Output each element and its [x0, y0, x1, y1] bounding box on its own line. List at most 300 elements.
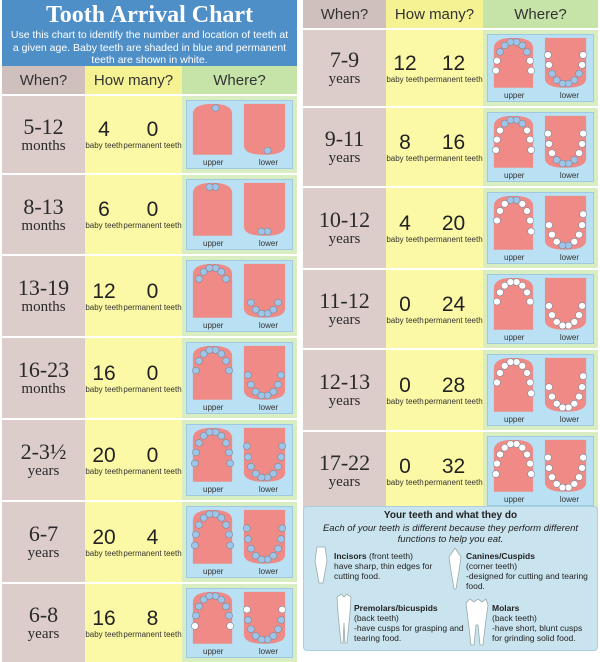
baby-count: [85, 363, 122, 394]
count-cell: [386, 432, 483, 510]
page-title: Tooth Arrival Chart: [45, 2, 254, 28]
table-row: [2, 418, 297, 500]
molar-icon: [464, 597, 490, 647]
age-range: 8-13: [23, 193, 64, 219]
baby-count: [85, 119, 122, 150]
header-where: Where?: [483, 0, 598, 28]
upper-jaw-label: upper: [203, 567, 224, 576]
lower-tooth-mark: [545, 384, 552, 391]
upper-tooth-mark: [527, 57, 534, 64]
upper-tooth-mark: [527, 217, 534, 224]
canine-icon: [446, 547, 464, 591]
lower-tooth-mark: [553, 157, 560, 164]
upper-tooth-mark: [527, 136, 534, 143]
table-row: [303, 186, 598, 268]
upper-tooth-mark: [218, 350, 225, 357]
count-cell: [85, 338, 182, 418]
upper-jaw-label: upper: [504, 415, 525, 424]
mouth-diagram: [487, 436, 594, 506]
upper-tooth-mark: [195, 276, 202, 283]
upper-tooth-mark: [191, 460, 198, 467]
count-cell: [85, 175, 182, 254]
age-cell: [2, 256, 85, 336]
lower-jaw-label: lower: [258, 321, 278, 330]
upper-jaw-label: upper: [504, 495, 525, 504]
lower-tooth-mark: [579, 303, 586, 310]
age-unit: months: [21, 381, 66, 397]
lower-jaw-label: lower: [258, 567, 278, 576]
age-cell: [2, 584, 85, 662]
lower-tooth-mark: [576, 393, 583, 400]
upper-tooth-mark: [528, 471, 535, 478]
lower-tooth-mark: [243, 443, 250, 450]
upper-tooth-mark: [524, 208, 531, 215]
table-row: [303, 348, 598, 430]
table-row: [2, 94, 297, 173]
where-cell: [483, 270, 598, 348]
permanent-count-number: 0: [146, 118, 159, 141]
where-cell: [182, 420, 297, 500]
mouth-diagram: [186, 424, 293, 496]
lower-tooth-mark: [544, 454, 551, 461]
upper-jaw-label: upper: [504, 253, 525, 262]
header-how-many: How many?: [85, 66, 182, 94]
canines-entry: [466, 551, 592, 591]
baby-count-number: 20: [92, 525, 116, 549]
upper-tooth-mark: [226, 449, 233, 456]
baby-count-number: 6: [98, 198, 110, 221]
age-cell: [303, 188, 386, 268]
permanent-count-number: 12: [441, 51, 466, 75]
lower-tooth-mark: [279, 606, 286, 613]
header-when: When?: [2, 66, 85, 94]
upper-tooth-mark: [501, 444, 508, 451]
permanent-count-number: 4: [146, 525, 159, 549]
lower-tooth-mark: [580, 130, 587, 137]
count-cell: [85, 420, 182, 500]
baby-count: [386, 53, 423, 84]
upper-tooth-mark: [212, 105, 219, 112]
permanent-count-unit: permanent teeth: [123, 302, 182, 312]
lower-tooth-mark: [252, 552, 259, 559]
incisors-name: Incisors: [334, 551, 367, 561]
lower-tooth-mark: [275, 381, 282, 388]
lower-tooth-mark: [571, 400, 578, 407]
age-unit: months: [21, 137, 66, 154]
count-cell: [85, 256, 182, 336]
lower-tooth-mark: [264, 147, 271, 154]
lower-tooth-mark: [278, 454, 285, 461]
permanent-count-unit: permanent teeth: [123, 466, 182, 476]
baby-count-number: 0: [399, 292, 411, 316]
upper-tooth-mark: [493, 57, 500, 64]
premolars-desc: -have cusps for grasping and tearing food.: [354, 623, 464, 643]
upper-tooth-mark: [226, 612, 233, 619]
table-row: [2, 500, 297, 582]
permanent-count-number: 32: [441, 454, 466, 478]
age-range: 6-7: [28, 521, 59, 546]
lower-tooth-mark: [548, 393, 555, 400]
upper-jaw-label: upper: [504, 171, 525, 180]
lower-jaw-label: lower: [258, 403, 278, 412]
baby-count-unit: baby teeth: [85, 384, 123, 394]
age-range: 7-9: [329, 47, 360, 72]
baby-count-unit: baby teeth: [85, 141, 123, 150]
baby-count-number: 4: [399, 211, 411, 235]
upper-tooth-mark: [195, 440, 202, 447]
lower-tooth-mark: [243, 525, 250, 532]
molars-desc: -have short, blunt cusps for grinding solid food.: [492, 623, 583, 643]
age-unit: years: [27, 626, 60, 642]
premolars-alt: (back teeth): [354, 613, 399, 623]
upper-tooth-mark: [493, 136, 500, 143]
baby-count-unit: baby teeth: [85, 466, 123, 476]
upper-tooth-mark: [223, 603, 230, 610]
upper-jaw-shape: [193, 183, 232, 236]
upper-tooth-mark: [492, 147, 499, 154]
upper-tooth-mark: [191, 542, 198, 549]
permanent-count: [424, 294, 482, 325]
table-row: [2, 336, 297, 418]
permanent-count: [123, 445, 181, 476]
premolar-icon: [334, 593, 354, 645]
upper-tooth-mark: [501, 362, 508, 369]
upper-tooth-mark: [524, 289, 531, 296]
premolars-name: Premolars/bicuspids: [354, 603, 438, 613]
upper-tooth-mark: [195, 603, 202, 610]
upper-tooth-mark: [200, 268, 207, 275]
upper-tooth-mark: [527, 460, 534, 467]
age-cell: [303, 432, 386, 510]
count-cell: [85, 584, 182, 662]
lower-tooth-mark: [270, 306, 277, 313]
upper-jaw-shape: [193, 264, 232, 318]
mouth-diagram: [487, 112, 594, 182]
lower-tooth-mark: [544, 52, 551, 59]
lower-jaw-label: lower: [258, 239, 278, 248]
baby-count: [386, 456, 423, 487]
count-cell: [386, 188, 483, 268]
column-header-right: [303, 0, 598, 28]
upper-tooth-mark: [524, 370, 531, 377]
lower-tooth-mark: [247, 626, 254, 633]
age-unit: months: [21, 217, 66, 234]
lower-tooth-mark: [580, 454, 587, 461]
permanent-count-unit: permanent teeth: [424, 396, 483, 406]
lower-tooth-mark: [553, 319, 560, 326]
baby-count: [85, 199, 122, 230]
permanent-count-unit: permanent teeth: [424, 477, 483, 487]
upper-tooth-mark: [200, 432, 207, 439]
mouth-diagram: [487, 354, 594, 426]
upper-tooth-mark: [226, 531, 233, 538]
upper-tooth-mark: [496, 451, 503, 458]
lower-jaw-label: lower: [559, 333, 579, 342]
upper-tooth-mark: [519, 444, 526, 451]
where-cell: [182, 502, 297, 582]
baby-count-number: 16: [92, 361, 116, 385]
baby-count-number: 12: [92, 279, 116, 303]
where-cell: [483, 108, 598, 186]
baby-count: [85, 445, 122, 476]
permanent-count: [123, 608, 181, 639]
upper-tooth-mark: [493, 217, 500, 224]
lower-tooth-mark: [579, 61, 586, 68]
upper-tooth-mark: [528, 147, 535, 154]
age-cell: [2, 420, 85, 500]
permanent-count-number: 24: [441, 292, 466, 316]
table-row: [303, 268, 598, 348]
permanent-count-unit: permanent teeth: [123, 629, 182, 639]
age-range: 2-3½: [20, 439, 67, 464]
upper-tooth-mark: [200, 350, 207, 357]
lower-tooth-mark: [576, 231, 583, 238]
age-range: 9-11: [324, 126, 365, 151]
upper-tooth-mark: [195, 522, 202, 529]
lower-jaw-label: lower: [559, 171, 579, 180]
lower-jaw-label: lower: [559, 253, 579, 262]
permanent-count: [424, 456, 482, 487]
header-where: Where?: [182, 66, 297, 94]
permanent-count-unit: permanent teeth: [424, 315, 483, 325]
upper-tooth-mark: [501, 120, 508, 127]
baby-count-unit: baby teeth: [85, 629, 123, 639]
permanent-count-unit: permanent teeth: [123, 221, 182, 230]
upper-tooth-mark: [519, 282, 526, 289]
age-range: 5-12: [23, 113, 64, 139]
baby-count: [85, 527, 122, 558]
mouth-diagram: [186, 506, 293, 578]
baby-count-unit: baby teeth: [85, 221, 123, 230]
lower-tooth-mark: [275, 463, 282, 470]
baby-count-unit: baby teeth: [386, 234, 424, 244]
upper-jaw-label: upper: [203, 647, 224, 656]
count-cell: [386, 350, 483, 430]
molars-alt: (back teeth): [492, 613, 537, 623]
age-cell: [303, 350, 386, 430]
lower-tooth-mark: [553, 481, 560, 488]
age-cell: [303, 108, 386, 186]
upper-tooth-mark: [528, 67, 535, 74]
upper-tooth-mark: [492, 471, 499, 478]
header-how-many: How many?: [386, 0, 483, 28]
age-cell: [2, 175, 85, 254]
premolars-entry: [354, 603, 464, 643]
baby-count-unit: baby teeth: [386, 396, 424, 406]
upper-tooth-mark: [192, 612, 199, 619]
lower-tooth-mark: [252, 633, 259, 640]
lower-tooth-mark: [545, 61, 552, 68]
age-range: 10-12: [318, 207, 371, 232]
where-cell: [182, 256, 297, 336]
upper-tooth-mark: [227, 542, 234, 549]
upper-tooth-mark: [501, 282, 508, 289]
lower-tooth-mark: [576, 312, 583, 319]
lower-tooth-mark: [579, 384, 586, 391]
molars-name: Molars: [492, 603, 520, 613]
upper-tooth-mark: [218, 432, 225, 439]
upper-jaw-label: upper: [203, 485, 224, 494]
baby-count-unit: baby teeth: [386, 74, 424, 84]
age-cell: [2, 96, 85, 173]
age-cell: [2, 502, 85, 582]
upper-tooth-mark: [195, 358, 202, 365]
upper-tooth-mark: [519, 42, 526, 49]
lower-tooth-mark: [244, 617, 251, 624]
lower-tooth-mark: [576, 150, 583, 157]
baby-count: [386, 375, 423, 406]
upper-tooth-mark: [496, 208, 503, 215]
permanent-count: [123, 119, 181, 150]
incisors-alt: (front teeth): [368, 551, 413, 561]
lower-tooth-mark: [244, 536, 251, 543]
upper-tooth-mark: [493, 460, 500, 467]
age-range: 11-12: [319, 288, 370, 313]
mouth-diagram: [186, 100, 293, 169]
canines-name: Canines/Cuspids: [466, 551, 535, 561]
permanent-count-number: 0: [146, 198, 159, 221]
incisors-desc: have sharp, thin edges for cutting food.: [334, 561, 433, 581]
baby-count: [386, 213, 423, 244]
upper-tooth-mark: [519, 120, 526, 127]
where-cell: [182, 584, 297, 662]
permanent-count-unit: permanent teeth: [424, 153, 483, 163]
lower-tooth-mark: [545, 303, 552, 310]
where-cell: [182, 96, 297, 173]
age-unit: years: [328, 150, 361, 166]
lower-tooth-mark: [571, 238, 578, 245]
upper-tooth-mark: [218, 268, 225, 275]
upper-tooth-mark: [200, 596, 207, 603]
upper-tooth-mark: [528, 390, 535, 397]
permanent-count-number: 28: [441, 373, 466, 397]
age-unit: years: [328, 474, 361, 490]
baby-count-unit: baby teeth: [386, 315, 424, 325]
lower-tooth-mark: [571, 157, 578, 164]
mouth-diagram: [186, 588, 293, 658]
permanent-count-number: 8: [146, 606, 159, 630]
upper-tooth-mark: [524, 451, 531, 458]
upper-tooth-mark: [493, 298, 500, 305]
mouth-diagram: [487, 274, 594, 344]
upper-jaw-label: upper: [203, 403, 224, 412]
lower-tooth-mark: [576, 70, 583, 77]
upper-tooth-mark: [501, 42, 508, 49]
rows-left: [2, 94, 297, 662]
age-unit: years: [328, 393, 361, 409]
mouth-diagram: [487, 192, 594, 264]
upper-tooth-mark: [227, 460, 234, 467]
permanent-count-number: 0: [146, 361, 159, 385]
baby-count-number: 4: [98, 118, 110, 141]
age-range: 17-22: [318, 450, 371, 475]
baby-count-number: 20: [92, 443, 116, 467]
age-range: 12-13: [318, 369, 371, 394]
lower-tooth-mark: [548, 150, 555, 157]
lower-tooth-mark: [244, 454, 251, 461]
upper-tooth-mark: [223, 358, 230, 365]
lower-tooth-mark: [270, 388, 277, 395]
baby-count: [85, 281, 122, 312]
upper-tooth-mark: [493, 379, 500, 386]
permanent-count-unit: permanent teeth: [123, 548, 182, 558]
mouth-diagram: [186, 179, 293, 250]
baby-count-number: 12: [393, 51, 417, 75]
permanent-count-number: 20: [441, 211, 466, 235]
lower-tooth-mark: [278, 617, 285, 624]
lower-tooth-mark: [279, 443, 286, 450]
permanent-count-number: 0: [146, 443, 159, 467]
baby-count-number: 8: [399, 130, 411, 154]
left-column: [2, 0, 297, 662]
permanent-count: [123, 281, 181, 312]
lower-tooth-mark: [270, 470, 277, 477]
upper-tooth-mark: [192, 367, 199, 374]
lower-tooth-mark: [571, 77, 578, 84]
lower-tooth-mark: [580, 211, 587, 218]
upper-tooth-mark: [191, 623, 198, 630]
upper-tooth-mark: [519, 200, 526, 207]
header-when: When?: [303, 0, 386, 28]
baby-count-number: 16: [92, 606, 116, 630]
lower-tooth-mark: [579, 222, 586, 229]
upper-tooth-mark: [206, 184, 213, 191]
info-subtitle: Each of your teeth is different because they perform different functions to help you eat.: [322, 523, 579, 545]
rows-right: [303, 28, 598, 510]
lower-jaw-label: lower: [258, 647, 278, 656]
upper-jaw-label: upper: [203, 239, 224, 248]
where-cell: [182, 175, 297, 254]
lower-tooth-mark: [252, 388, 259, 395]
lower-tooth-mark: [580, 373, 587, 380]
teeth-info-panel: [303, 506, 598, 651]
lower-jaw-label: lower: [559, 91, 579, 100]
lower-tooth-mark: [548, 312, 555, 319]
age-unit: years: [27, 545, 60, 561]
lower-tooth-mark: [545, 222, 552, 229]
canines-desc: -designed for cutting and tearing food.: [466, 571, 588, 591]
baby-count-number: 0: [399, 373, 411, 397]
age-cell: [303, 270, 386, 348]
table-row: [2, 254, 297, 336]
lower-jaw-label: lower: [559, 415, 579, 424]
lower-tooth-mark: [545, 465, 552, 472]
upper-tooth-mark: [496, 49, 503, 56]
lower-tooth-mark: [258, 228, 265, 235]
lower-tooth-mark: [247, 545, 254, 552]
baby-count-unit: baby teeth: [85, 302, 123, 312]
where-cell: [483, 432, 598, 510]
count-cell: [85, 96, 182, 173]
baby-count-unit: baby teeth: [386, 153, 424, 163]
count-cell: [85, 502, 182, 582]
lower-tooth-mark: [548, 70, 555, 77]
lower-tooth-mark: [553, 77, 560, 84]
lower-jaw-label: lower: [559, 495, 579, 504]
upper-tooth-mark: [218, 514, 225, 521]
baby-count: [386, 132, 423, 163]
column-header-left: [2, 66, 297, 94]
baby-count-number: 0: [399, 454, 411, 478]
upper-tooth-mark: [492, 67, 499, 74]
intro-text: Use this chart to identify the number and location of teeth at a given age. Baby teeth are shaded in blue and permanent teeth are shown in white.: [10, 29, 289, 66]
age-unit: months: [21, 299, 66, 315]
baby-count: [85, 608, 122, 639]
lower-tooth-mark: [270, 552, 277, 559]
upper-tooth-mark: [223, 522, 230, 529]
lower-tooth-mark: [278, 536, 285, 543]
baby-count-unit: baby teeth: [386, 477, 424, 487]
